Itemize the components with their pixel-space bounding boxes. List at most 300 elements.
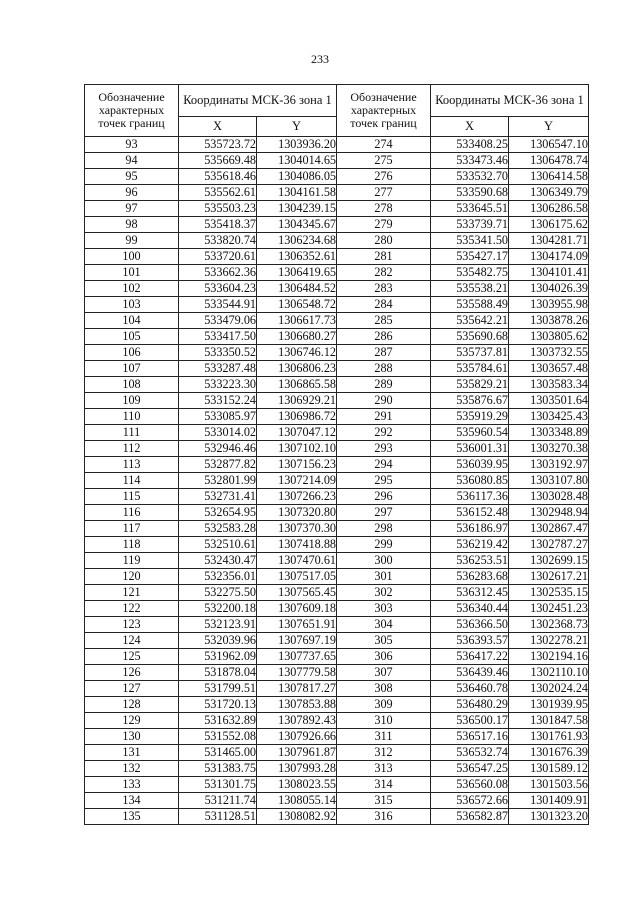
y-right: 1306286.58 bbox=[509, 201, 589, 217]
x-left: 531632.89 bbox=[179, 713, 257, 729]
point-id-right: 293 bbox=[337, 441, 431, 457]
point-id-right: 304 bbox=[337, 617, 431, 633]
table-row bbox=[85, 649, 589, 665]
point-id-left: 96 bbox=[85, 185, 179, 201]
y-left: 1307892.43 bbox=[257, 713, 337, 729]
x-left: 532946.46 bbox=[179, 441, 257, 457]
point-id-left: 104 bbox=[85, 313, 179, 329]
x-right: 536219.42 bbox=[431, 537, 509, 553]
x-right: 533590.68 bbox=[431, 185, 509, 201]
point-id-right: 280 bbox=[337, 233, 431, 249]
y-left: 1306548.72 bbox=[257, 297, 337, 313]
x-left: 531465.00 bbox=[179, 745, 257, 761]
x-right: 536547.25 bbox=[431, 761, 509, 777]
x-left: 533479.06 bbox=[179, 313, 257, 329]
point-id-left: 113 bbox=[85, 457, 179, 473]
y-left: 1307517.05 bbox=[257, 569, 337, 585]
y-right: 1301323.20 bbox=[509, 809, 589, 825]
table-row bbox=[85, 361, 589, 377]
table-row bbox=[85, 377, 589, 393]
point-id-right: 311 bbox=[337, 729, 431, 745]
y-right: 1302699.15 bbox=[509, 553, 589, 569]
table-row bbox=[85, 809, 589, 825]
point-id-right: 307 bbox=[337, 665, 431, 681]
x-left: 531211.74 bbox=[179, 793, 257, 809]
point-id-left: 133 bbox=[85, 777, 179, 793]
table-row bbox=[85, 393, 589, 409]
y-right: 1301409.91 bbox=[509, 793, 589, 809]
y-right: 1302617.21 bbox=[509, 569, 589, 585]
y-right: 1302278.21 bbox=[509, 633, 589, 649]
y-right: 1301589.12 bbox=[509, 761, 589, 777]
point-id-right: 310 bbox=[337, 713, 431, 729]
y-right: 1301939.95 bbox=[509, 697, 589, 713]
point-id-right: 287 bbox=[337, 345, 431, 361]
point-id-left: 100 bbox=[85, 249, 179, 265]
point-id-left: 128 bbox=[85, 697, 179, 713]
point-id-left: 94 bbox=[85, 153, 179, 169]
y-right: 1303732.55 bbox=[509, 345, 589, 361]
table-row bbox=[85, 761, 589, 777]
y-left: 1306352.61 bbox=[257, 249, 337, 265]
table-row bbox=[85, 569, 589, 585]
point-id-left: 111 bbox=[85, 425, 179, 441]
x-right: 536340.44 bbox=[431, 601, 509, 617]
x-left: 532356.01 bbox=[179, 569, 257, 585]
point-id-right: 302 bbox=[337, 585, 431, 601]
table-row bbox=[85, 697, 589, 713]
point-id-right: 294 bbox=[337, 457, 431, 473]
table-row bbox=[85, 585, 589, 601]
point-id-right: 275 bbox=[337, 153, 431, 169]
x-right: 536312.45 bbox=[431, 585, 509, 601]
table-row bbox=[85, 345, 589, 361]
x-left: 535418.37 bbox=[179, 217, 257, 233]
x-left: 532801.99 bbox=[179, 473, 257, 489]
table-row bbox=[85, 553, 589, 569]
x-right: 533408.25 bbox=[431, 137, 509, 153]
point-id-left: 115 bbox=[85, 489, 179, 505]
x-right: 536393.57 bbox=[431, 633, 509, 649]
x-left: 532731.41 bbox=[179, 489, 257, 505]
x-right: 535784.61 bbox=[431, 361, 509, 377]
table-row bbox=[85, 409, 589, 425]
y-right: 1301503.56 bbox=[509, 777, 589, 793]
y-right: 1302867.47 bbox=[509, 521, 589, 537]
y-left: 1307370.30 bbox=[257, 521, 337, 537]
y-left: 1306234.68 bbox=[257, 233, 337, 249]
y-right: 1303270.38 bbox=[509, 441, 589, 457]
x-left: 535503.23 bbox=[179, 201, 257, 217]
point-id-left: 122 bbox=[85, 601, 179, 617]
point-id-right: 279 bbox=[337, 217, 431, 233]
x-left: 535618.46 bbox=[179, 169, 257, 185]
point-id-left: 102 bbox=[85, 281, 179, 297]
x-right: 535341.50 bbox=[431, 233, 509, 249]
x-left: 531128.51 bbox=[179, 809, 257, 825]
y-right: 1304101.41 bbox=[509, 265, 589, 281]
x-right: 535919.29 bbox=[431, 409, 509, 425]
table-row bbox=[85, 281, 589, 297]
y-left: 1304161.58 bbox=[257, 185, 337, 201]
x-left: 535723.72 bbox=[179, 137, 257, 153]
y-right: 1304174.09 bbox=[509, 249, 589, 265]
table-row bbox=[85, 297, 589, 313]
y-left: 1306419.65 bbox=[257, 265, 337, 281]
y-left: 1307320.80 bbox=[257, 505, 337, 521]
coordinates-table bbox=[84, 84, 589, 825]
y-left: 1304086.05 bbox=[257, 169, 337, 185]
y-left: 1308082.92 bbox=[257, 809, 337, 825]
point-id-left: 112 bbox=[85, 441, 179, 457]
header-x-right: X bbox=[431, 117, 509, 137]
y-right: 1301761.93 bbox=[509, 729, 589, 745]
x-left: 533544.91 bbox=[179, 297, 257, 313]
x-right: 536460.78 bbox=[431, 681, 509, 697]
table-row bbox=[85, 729, 589, 745]
point-id-left: 114 bbox=[85, 473, 179, 489]
x-right: 536582.87 bbox=[431, 809, 509, 825]
table-row bbox=[85, 329, 589, 345]
y-left: 1307651.91 bbox=[257, 617, 337, 633]
y-left: 1306806.23 bbox=[257, 361, 337, 377]
point-id-left: 123 bbox=[85, 617, 179, 633]
x-left: 532430.47 bbox=[179, 553, 257, 569]
point-id-left: 101 bbox=[85, 265, 179, 281]
x-left: 531799.51 bbox=[179, 681, 257, 697]
table-row bbox=[85, 233, 589, 249]
y-left: 1304239.15 bbox=[257, 201, 337, 217]
header-point-label-right: Обозначение характерных точек границ bbox=[337, 85, 431, 137]
point-id-right: 274 bbox=[337, 137, 431, 153]
x-right: 536480.29 bbox=[431, 697, 509, 713]
y-left: 1307102.10 bbox=[257, 441, 337, 457]
x-right: 535427.17 bbox=[431, 249, 509, 265]
x-left: 533014.02 bbox=[179, 425, 257, 441]
point-id-right: 303 bbox=[337, 601, 431, 617]
x-right: 535960.54 bbox=[431, 425, 509, 441]
point-id-left: 93 bbox=[85, 137, 179, 153]
x-left: 532654.95 bbox=[179, 505, 257, 521]
x-left: 533152.24 bbox=[179, 393, 257, 409]
point-id-left: 132 bbox=[85, 761, 179, 777]
point-id-right: 308 bbox=[337, 681, 431, 697]
table-row bbox=[85, 153, 589, 169]
point-id-left: 124 bbox=[85, 633, 179, 649]
x-left: 533720.61 bbox=[179, 249, 257, 265]
point-id-right: 297 bbox=[337, 505, 431, 521]
y-right: 1301676.39 bbox=[509, 745, 589, 761]
point-id-right: 298 bbox=[337, 521, 431, 537]
x-right: 536439.46 bbox=[431, 665, 509, 681]
header-coord-group-right: Координаты МСК-36 зона 1 bbox=[431, 85, 589, 117]
point-id-right: 305 bbox=[337, 633, 431, 649]
table-row bbox=[85, 793, 589, 809]
y-right: 1306547.10 bbox=[509, 137, 589, 153]
y-left: 1306865.58 bbox=[257, 377, 337, 393]
table-row bbox=[85, 521, 589, 537]
point-id-left: 95 bbox=[85, 169, 179, 185]
table-row bbox=[85, 441, 589, 457]
x-left: 532510.61 bbox=[179, 537, 257, 553]
x-right: 535588.49 bbox=[431, 297, 509, 313]
x-right: 533645.51 bbox=[431, 201, 509, 217]
point-id-left: 105 bbox=[85, 329, 179, 345]
point-id-left: 125 bbox=[85, 649, 179, 665]
point-id-left: 99 bbox=[85, 233, 179, 249]
x-right: 533532.70 bbox=[431, 169, 509, 185]
x-right: 536517.16 bbox=[431, 729, 509, 745]
point-id-right: 276 bbox=[337, 169, 431, 185]
y-right: 1302535.15 bbox=[509, 585, 589, 601]
x-right: 533473.46 bbox=[431, 153, 509, 169]
y-right: 1306414.58 bbox=[509, 169, 589, 185]
y-left: 1306484.52 bbox=[257, 281, 337, 297]
table-body bbox=[85, 137, 589, 825]
table-row bbox=[85, 537, 589, 553]
point-id-right: 288 bbox=[337, 361, 431, 377]
x-right: 536080.85 bbox=[431, 473, 509, 489]
point-id-right: 278 bbox=[337, 201, 431, 217]
point-id-right: 291 bbox=[337, 409, 431, 425]
x-right: 536560.08 bbox=[431, 777, 509, 793]
y-left: 1306680.27 bbox=[257, 329, 337, 345]
y-left: 1307214.09 bbox=[257, 473, 337, 489]
x-left: 532877.82 bbox=[179, 457, 257, 473]
header-y-right: Y bbox=[509, 117, 589, 137]
table-row bbox=[85, 185, 589, 201]
y-right: 1302194.16 bbox=[509, 649, 589, 665]
point-id-right: 309 bbox=[337, 697, 431, 713]
point-id-left: 119 bbox=[85, 553, 179, 569]
y-left: 1308055.14 bbox=[257, 793, 337, 809]
y-left: 1307266.23 bbox=[257, 489, 337, 505]
y-left: 1307047.12 bbox=[257, 425, 337, 441]
point-id-left: 134 bbox=[85, 793, 179, 809]
point-id-left: 130 bbox=[85, 729, 179, 745]
table-row bbox=[85, 313, 589, 329]
x-right: 536253.51 bbox=[431, 553, 509, 569]
y-right: 1306349.79 bbox=[509, 185, 589, 201]
y-left: 1308023.55 bbox=[257, 777, 337, 793]
x-left: 531962.09 bbox=[179, 649, 257, 665]
x-left: 532275.50 bbox=[179, 585, 257, 601]
y-right: 1303425.43 bbox=[509, 409, 589, 425]
point-id-left: 116 bbox=[85, 505, 179, 521]
y-right: 1303878.26 bbox=[509, 313, 589, 329]
point-id-left: 121 bbox=[85, 585, 179, 601]
point-id-right: 286 bbox=[337, 329, 431, 345]
table-row bbox=[85, 201, 589, 217]
y-right: 1304026.39 bbox=[509, 281, 589, 297]
table-row bbox=[85, 617, 589, 633]
y-left: 1306617.73 bbox=[257, 313, 337, 329]
table-row bbox=[85, 489, 589, 505]
y-right: 1302948.94 bbox=[509, 505, 589, 521]
header-x-left: X bbox=[179, 117, 257, 137]
x-right: 536366.50 bbox=[431, 617, 509, 633]
y-left: 1307853.88 bbox=[257, 697, 337, 713]
y-left: 1306986.72 bbox=[257, 409, 337, 425]
point-id-right: 283 bbox=[337, 281, 431, 297]
x-right: 536500.17 bbox=[431, 713, 509, 729]
y-right: 1303805.62 bbox=[509, 329, 589, 345]
point-id-right: 292 bbox=[337, 425, 431, 441]
y-left: 1307697.19 bbox=[257, 633, 337, 649]
point-id-right: 312 bbox=[337, 745, 431, 761]
x-right: 536532.74 bbox=[431, 745, 509, 761]
x-right: 535690.68 bbox=[431, 329, 509, 345]
y-right: 1303107.80 bbox=[509, 473, 589, 489]
x-right: 536417.22 bbox=[431, 649, 509, 665]
x-right: 535876.67 bbox=[431, 393, 509, 409]
x-right: 535482.75 bbox=[431, 265, 509, 281]
table-row bbox=[85, 505, 589, 521]
header-coord-group-left: Координаты МСК-36 зона 1 bbox=[179, 85, 337, 117]
x-left: 533662.36 bbox=[179, 265, 257, 281]
y-left: 1304345.67 bbox=[257, 217, 337, 233]
y-right: 1302368.73 bbox=[509, 617, 589, 633]
table-row bbox=[85, 249, 589, 265]
point-id-right: 301 bbox=[337, 569, 431, 585]
x-right: 535538.21 bbox=[431, 281, 509, 297]
y-left: 1307779.58 bbox=[257, 665, 337, 681]
y-right: 1303955.98 bbox=[509, 297, 589, 313]
x-left: 531878.04 bbox=[179, 665, 257, 681]
x-left: 533604.23 bbox=[179, 281, 257, 297]
y-right: 1303501.64 bbox=[509, 393, 589, 409]
y-left: 1306746.12 bbox=[257, 345, 337, 361]
point-id-left: 97 bbox=[85, 201, 179, 217]
point-id-right: 300 bbox=[337, 553, 431, 569]
page-number: 233 bbox=[311, 52, 329, 66]
table-row bbox=[85, 169, 589, 185]
y-left: 1307737.65 bbox=[257, 649, 337, 665]
x-right: 533739.71 bbox=[431, 217, 509, 233]
y-right: 1302110.10 bbox=[509, 665, 589, 681]
point-id-left: 106 bbox=[85, 345, 179, 361]
table-row bbox=[85, 137, 589, 153]
x-right: 536186.97 bbox=[431, 521, 509, 537]
y-left: 1307993.28 bbox=[257, 761, 337, 777]
y-left: 1307156.23 bbox=[257, 457, 337, 473]
point-id-left: 120 bbox=[85, 569, 179, 585]
y-right: 1303583.34 bbox=[509, 377, 589, 393]
point-id-left: 135 bbox=[85, 809, 179, 825]
x-left: 533223.30 bbox=[179, 377, 257, 393]
point-id-right: 316 bbox=[337, 809, 431, 825]
point-id-right: 277 bbox=[337, 185, 431, 201]
header-y-left: Y bbox=[257, 117, 337, 137]
point-id-right: 296 bbox=[337, 489, 431, 505]
point-id-right: 299 bbox=[337, 537, 431, 553]
x-right: 535737.81 bbox=[431, 345, 509, 361]
y-right: 1303028.48 bbox=[509, 489, 589, 505]
point-id-right: 306 bbox=[337, 649, 431, 665]
table-row bbox=[85, 745, 589, 761]
header-point-label-left: Обозначение характерных точек границ bbox=[85, 85, 179, 137]
table-row bbox=[85, 457, 589, 473]
point-id-right: 289 bbox=[337, 377, 431, 393]
point-id-left: 118 bbox=[85, 537, 179, 553]
x-left: 533287.48 bbox=[179, 361, 257, 377]
table-row bbox=[85, 601, 589, 617]
point-id-right: 290 bbox=[337, 393, 431, 409]
y-right: 1303657.48 bbox=[509, 361, 589, 377]
point-id-right: 315 bbox=[337, 793, 431, 809]
point-id-left: 103 bbox=[85, 297, 179, 313]
x-left: 531383.75 bbox=[179, 761, 257, 777]
point-id-left: 126 bbox=[85, 665, 179, 681]
x-left: 532583.28 bbox=[179, 521, 257, 537]
y-right: 1302787.27 bbox=[509, 537, 589, 553]
x-right: 536001.31 bbox=[431, 441, 509, 457]
x-left: 535669.48 bbox=[179, 153, 257, 169]
point-id-right: 313 bbox=[337, 761, 431, 777]
x-left: 533820.74 bbox=[179, 233, 257, 249]
y-left: 1307609.18 bbox=[257, 601, 337, 617]
y-right: 1306175.62 bbox=[509, 217, 589, 233]
point-id-right: 295 bbox=[337, 473, 431, 489]
point-id-right: 285 bbox=[337, 313, 431, 329]
x-left: 531301.75 bbox=[179, 777, 257, 793]
x-left: 532123.91 bbox=[179, 617, 257, 633]
x-right: 536152.48 bbox=[431, 505, 509, 521]
point-id-right: 314 bbox=[337, 777, 431, 793]
y-right: 1301847.58 bbox=[509, 713, 589, 729]
x-left: 535562.61 bbox=[179, 185, 257, 201]
table-row bbox=[85, 633, 589, 649]
x-right: 535642.21 bbox=[431, 313, 509, 329]
y-left: 1307961.87 bbox=[257, 745, 337, 761]
x-left: 533085.97 bbox=[179, 409, 257, 425]
table-row bbox=[85, 265, 589, 281]
point-id-left: 108 bbox=[85, 377, 179, 393]
x-right: 535829.21 bbox=[431, 377, 509, 393]
y-right: 1306478.74 bbox=[509, 153, 589, 169]
table-row bbox=[85, 681, 589, 697]
x-right: 536572.66 bbox=[431, 793, 509, 809]
y-left: 1307470.61 bbox=[257, 553, 337, 569]
y-left: 1307565.45 bbox=[257, 585, 337, 601]
point-id-right: 284 bbox=[337, 297, 431, 313]
y-left: 1307817.27 bbox=[257, 681, 337, 697]
point-id-left: 109 bbox=[85, 393, 179, 409]
y-left: 1307418.88 bbox=[257, 537, 337, 553]
y-right: 1302024.24 bbox=[509, 681, 589, 697]
y-left: 1307926.66 bbox=[257, 729, 337, 745]
x-right: 536283.68 bbox=[431, 569, 509, 585]
y-right: 1304281.71 bbox=[509, 233, 589, 249]
x-left: 533350.52 bbox=[179, 345, 257, 361]
y-left: 1303936.20 bbox=[257, 137, 337, 153]
y-right: 1303192.97 bbox=[509, 457, 589, 473]
table-row bbox=[85, 713, 589, 729]
point-id-right: 282 bbox=[337, 265, 431, 281]
y-left: 1306929.21 bbox=[257, 393, 337, 409]
point-id-left: 129 bbox=[85, 713, 179, 729]
x-left: 532039.96 bbox=[179, 633, 257, 649]
x-right: 536117.36 bbox=[431, 489, 509, 505]
table-row bbox=[85, 473, 589, 489]
point-id-left: 107 bbox=[85, 361, 179, 377]
table-row bbox=[85, 777, 589, 793]
x-left: 532200.18 bbox=[179, 601, 257, 617]
table-row bbox=[85, 217, 589, 233]
x-left: 531552.08 bbox=[179, 729, 257, 745]
y-left: 1304014.65 bbox=[257, 153, 337, 169]
y-right: 1303348.89 bbox=[509, 425, 589, 441]
